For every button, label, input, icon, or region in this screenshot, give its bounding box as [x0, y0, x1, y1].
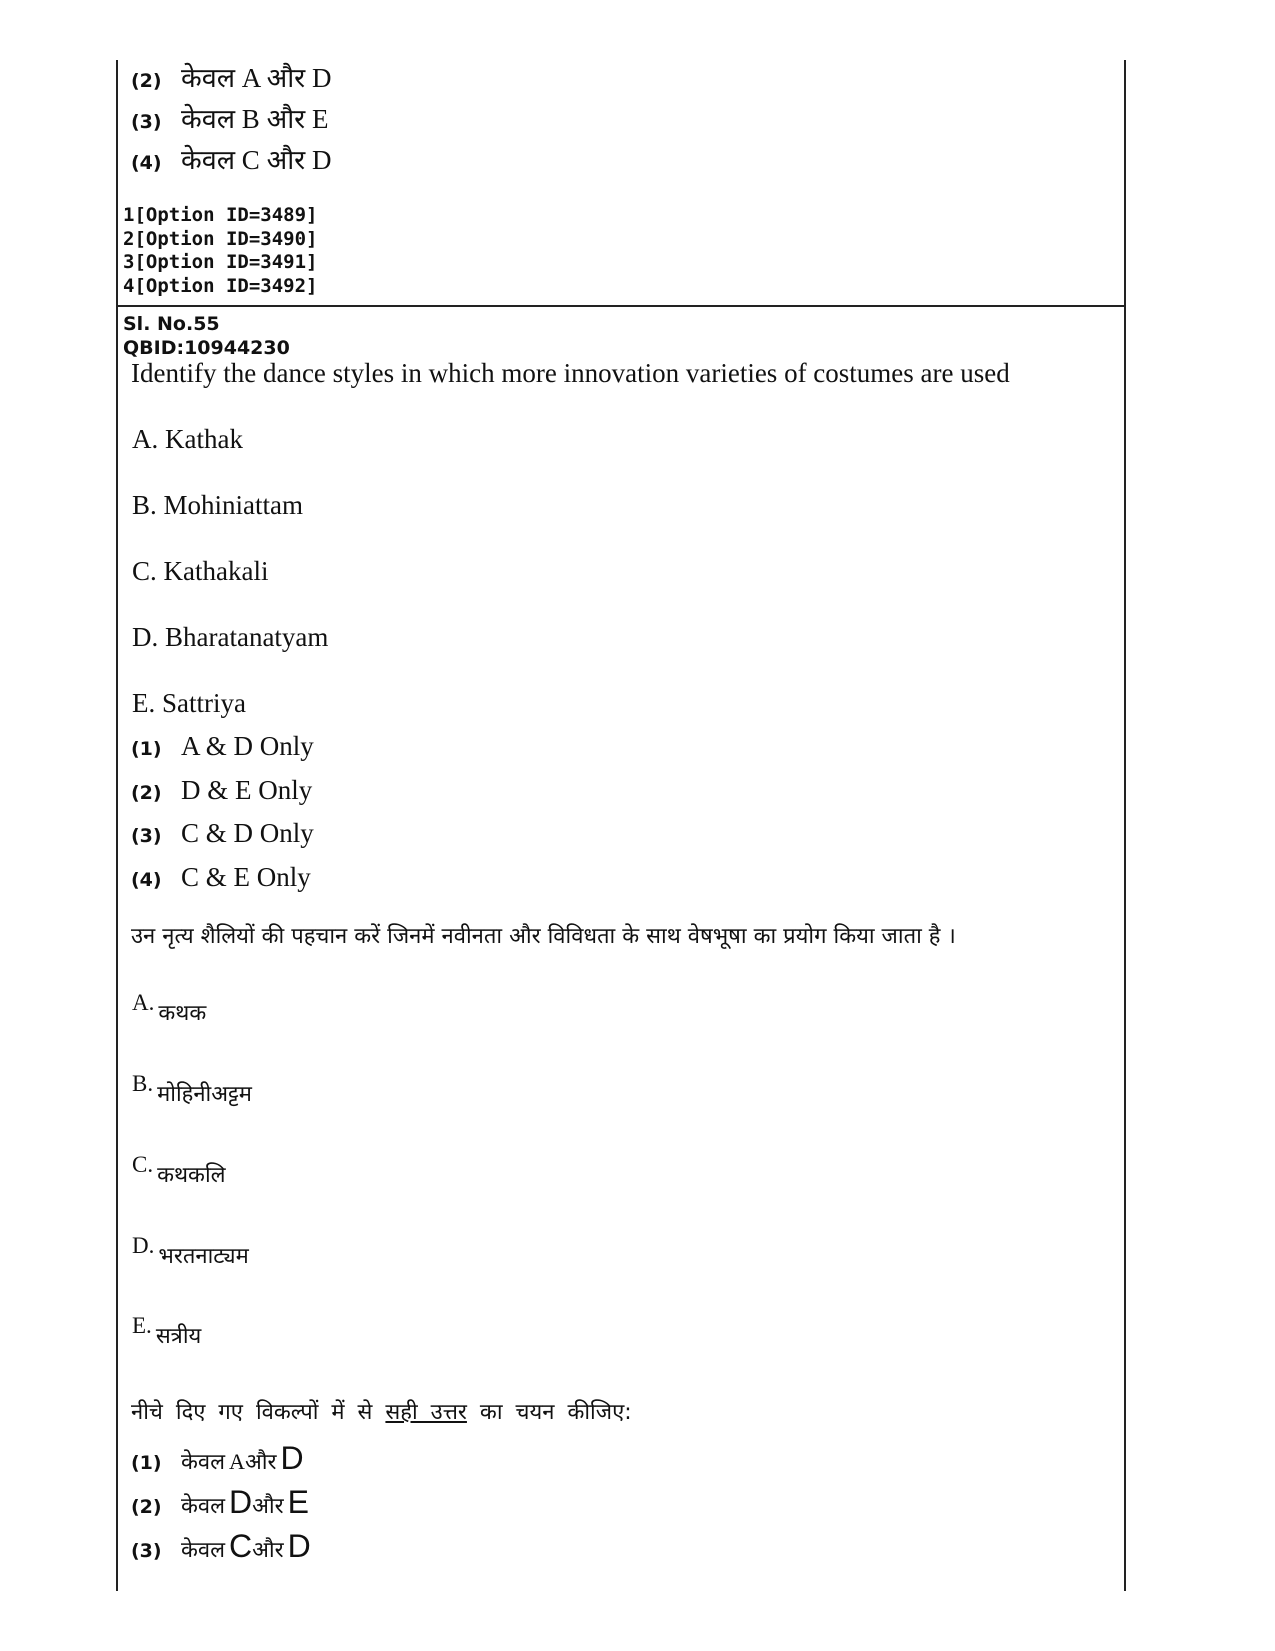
item-word: सत्रीय: [155, 1324, 202, 1349]
option-prefix: केवल: [181, 1538, 226, 1563]
qbid: QBID:10944230: [123, 337, 290, 359]
option-number: (1): [131, 738, 162, 760]
item-letter: D.: [132, 1233, 155, 1258]
option-hi-3: [131, 1528, 311, 1565]
question-text-en: Identify the dance styles in which more innovation varieties of costumes are used: [131, 358, 1010, 388]
option-en-1: [131, 731, 314, 762]
item-hi-c: [132, 1152, 226, 1189]
option-text: C & E Only: [181, 862, 311, 892]
option-text: केवल B और E: [181, 104, 329, 134]
frame-right-border: [1124, 60, 1126, 1591]
instruction-underlined: सही उत्तर: [385, 1400, 467, 1425]
option-en-4: [131, 862, 311, 893]
option-id-list: [123, 204, 317, 298]
item-hi-a: [132, 990, 206, 1027]
instruction-hi: [131, 1396, 632, 1426]
question-text-hi: उन नृत्य शैलियों की पहचान करें जिनमें नवीनता और विविधता के साथ वेषभूषा का प्रयोग किया जाता है ।: [131, 924, 956, 949]
option-prefix: केवल: [181, 1494, 226, 1519]
option-number: (3): [131, 111, 162, 133]
option-number: (1): [131, 1452, 162, 1474]
option-letter-b: E: [287, 1484, 310, 1520]
instruction-before: नीचे दिए गए विकल्पों में से: [131, 1400, 386, 1425]
item-en-e: E. Sattriya: [132, 688, 246, 718]
item-en-a: A. Kathak: [132, 424, 243, 454]
item-letter: A.: [132, 990, 155, 1015]
option-id: 2[Option ID=3490]: [123, 227, 318, 250]
option-text: केवल C और D: [181, 145, 332, 175]
option-letter-a: A: [229, 1449, 245, 1474]
prev-option-3: [131, 99, 328, 136]
item-word: भरतनाट्यम: [158, 1244, 249, 1269]
option-letter-b: D: [280, 1440, 304, 1476]
item-letter: C.: [132, 1152, 154, 1177]
question-meta: [123, 312, 290, 360]
option-id: 1[Option ID=3489]: [123, 204, 318, 226]
option-letter-a: C: [229, 1528, 253, 1564]
item-en-d: D. Bharatanatyam: [132, 622, 329, 652]
frame-left-border: [116, 60, 118, 1591]
option-letter-b: D: [287, 1528, 311, 1564]
item-word: कथक: [158, 1001, 207, 1026]
item-letter: B.: [132, 1071, 154, 1096]
option-text: D & E Only: [181, 775, 313, 805]
item-hi-e: [132, 1313, 201, 1350]
prev-option-4: [131, 140, 331, 177]
option-hi-2: [131, 1484, 309, 1521]
item-en-c: C. Kathakali: [132, 556, 269, 586]
serial-number: Sl. No.55: [123, 313, 220, 335]
item-word: मोहिनीअट्टम: [157, 1082, 252, 1107]
option-number: (2): [131, 782, 162, 804]
prev-option-2: [131, 58, 331, 95]
option-letter-a: D: [229, 1484, 253, 1520]
question-divider: [116, 305, 1126, 307]
item-letter: E.: [132, 1313, 152, 1338]
option-number: (3): [131, 1540, 162, 1562]
option-number: (4): [131, 869, 162, 891]
option-conj: और: [252, 1538, 284, 1563]
option-en-2: [131, 775, 312, 806]
option-number: (2): [131, 70, 162, 92]
option-number: (4): [131, 152, 162, 174]
option-hi-1: [131, 1440, 304, 1477]
option-number: (3): [131, 825, 162, 847]
item-en-b: B. Mohiniattam: [132, 490, 303, 520]
item-hi-b: [132, 1071, 252, 1108]
instruction-after: का चयन कीजिए:: [466, 1400, 632, 1425]
option-conj: और: [244, 1450, 277, 1475]
option-text: A & D Only: [181, 731, 314, 761]
option-prefix: केवल: [181, 1450, 226, 1475]
option-text: केवल A और D: [181, 63, 332, 93]
option-id: 3[Option ID=3491]: [123, 251, 318, 273]
option-number: (2): [131, 1496, 162, 1518]
option-text: C & D Only: [181, 818, 314, 848]
item-word: कथकलि: [157, 1163, 226, 1188]
option-en-3: [131, 818, 314, 849]
option-id: 4[Option ID=3492]: [123, 274, 318, 297]
option-conj: और: [252, 1494, 284, 1519]
item-hi-d: [132, 1233, 249, 1270]
